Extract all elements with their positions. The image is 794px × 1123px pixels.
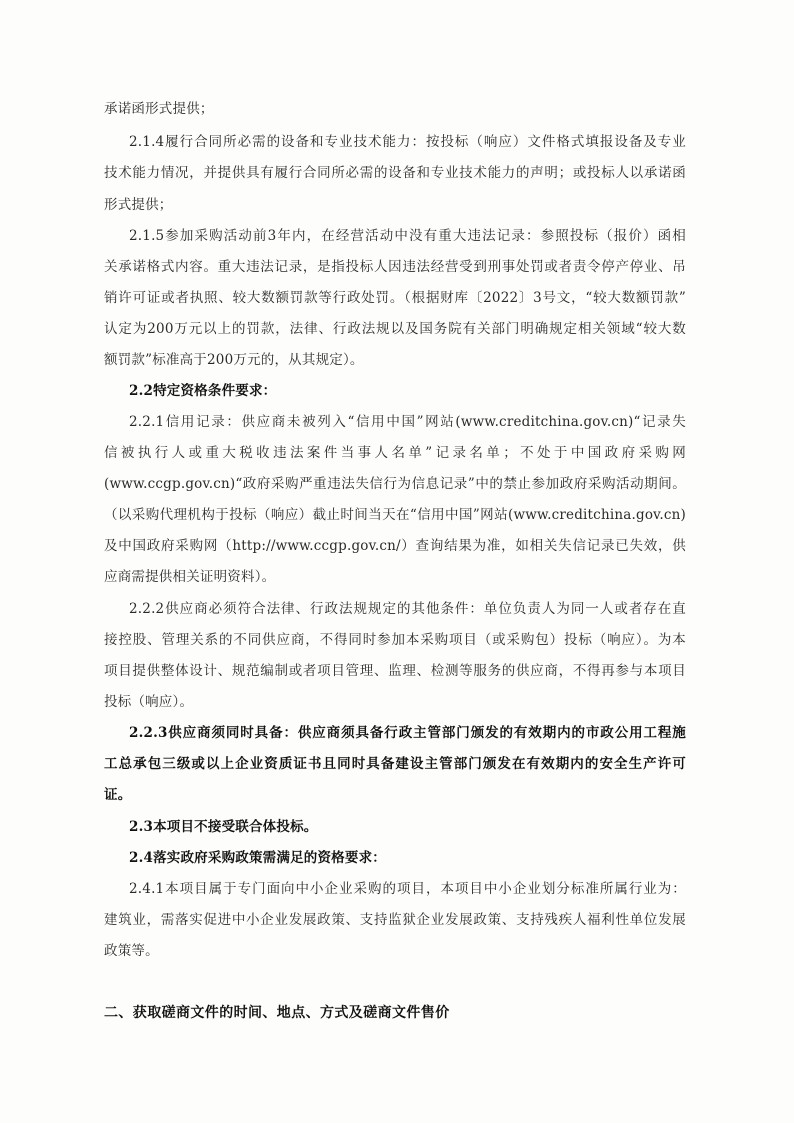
text-line: 及中国政府采购网（http://www.ccgp.gov.cn/）查询结果为准，如相关失信记录已失效，供 (104, 538, 686, 554)
text-line: (www.ccgp.gov.cn)“政府采购严重违法失信行为信息记录”中的禁止参加政府采购活动期间。 (104, 476, 686, 492)
text-line: 证。 (104, 787, 132, 803)
text-line: 2.2.2供应商必须符合法律、行政法规规定的其他条件：单位负责人为同一人或者存在直 (129, 601, 686, 617)
text-line: 额罚款”标准高于200万元的，从其规定）。 (104, 352, 364, 368)
text-line: 2.4.1本项目属于专门面向中小企业采购的项目，本项目中小企业划分标准所属行业为： (129, 881, 686, 897)
text-line: 形式提供； (104, 197, 173, 213)
text-line: 2.2.3供应商须同时具备：供应商须具备行政主管部门颁发的有效期内的市政公用工程施 (129, 725, 686, 741)
section-heading: 二、获取磋商文件的时间、地点、方式及磋商文件售价 (104, 1005, 450, 1021)
subsection-heading: 2.2特定资格条件要求： (129, 383, 277, 399)
text-line: 信被执行人或重大税收违法案件当事人名单”记录名单；不处于中国政府采购网 (104, 445, 686, 461)
subsection-heading: 2.3本项目不接受联合体投标。 (129, 819, 318, 835)
text-line: 政策等。 (104, 943, 159, 959)
text-line: 2.2.1信用记录：供应商未被列入“信用中国”网站(www.creditchina.gov.cn)“记录失 (129, 414, 686, 430)
subsection-heading: 2.4落实政府采购政策需满足的资格要求： (129, 850, 386, 866)
text-line: 建筑业，需落实促进中小企业发展政策、支持监狱企业发展政策、支持残疾人福利性单位发展 (104, 912, 686, 928)
text-line: 认定为200万元以上的罚款，法律、行政法规以及国务院有关部门明确规定相关领域“较大数 (104, 321, 686, 337)
text-line: 接控股、管理关系的不同供应商，不得同时参加本采购项目（或采购包）投标（响应）。为本 (104, 632, 686, 648)
text-line: 技术能力情况，并提供具有履行合同所必需的设备和专业技术能力的声明；或投标人以承诺函 (104, 165, 686, 181)
text-line: 2.1.4履行合同所必需的设备和专业技术能力：按投标（响应）文件格式填报设备及专业 (129, 134, 686, 150)
text-line: 销许可证或者执照、较大数额罚款等行政处罚。（根据财库〔2022〕3号文，“较大数额罚款” (104, 290, 686, 306)
text-line: 关承诺格式内容。重大违法记录，是指投标人因违法经营受到刑事处罚或者责令停产停业、吊 (104, 259, 686, 275)
text-line: 应商需提供相关证明资料）。 (104, 569, 276, 585)
text-line: （以采购代理机构于投标（响应）截止时间当天在“信用中国”网站(www.creditchina.gov.cn) (104, 507, 686, 523)
text-line: 投标（响应）。 (104, 694, 194, 710)
text-line: 项目提供整体设计、规范编制或者项目管理、监理、检测等服务的供应商，不得再参与本项目 (104, 663, 686, 679)
text-line: 工总承包三级或以上企业资质证书且同时具备建设主管部门颁发在有效期内的安全生产许可 (104, 756, 686, 772)
text-line: 2.1.5参加采购活动前3年内，在经营活动中没有重大违法记录：参照投标（报价）函相 (129, 228, 686, 244)
text-line: 承诺函形式提供； (104, 101, 214, 117)
